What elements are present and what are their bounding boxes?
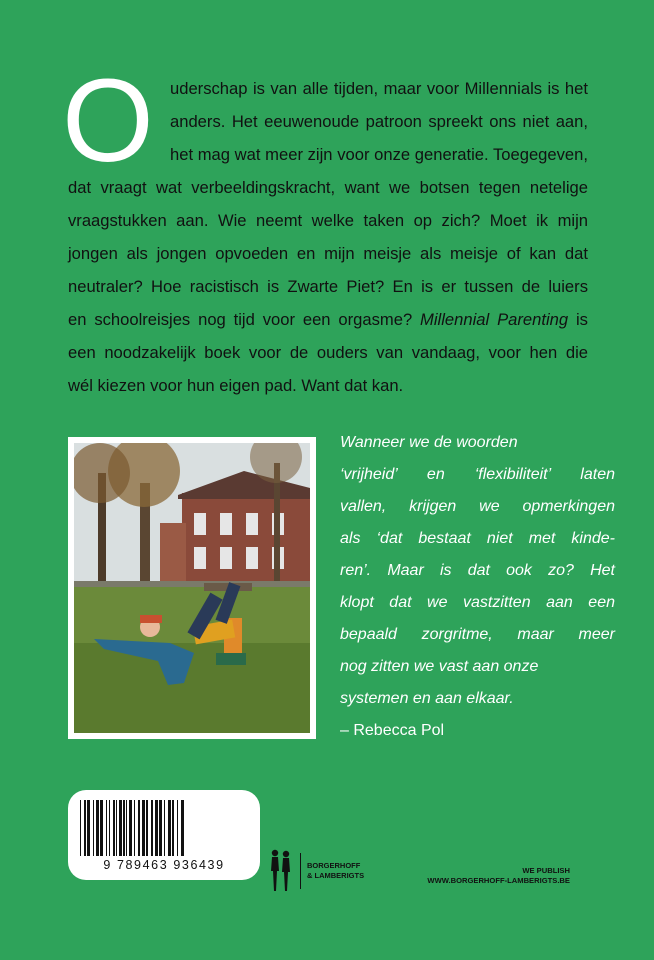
quote-line: ren’. Maar is dat ook zo? Het bbox=[340, 562, 615, 579]
publisher-website-block bbox=[427, 866, 570, 885]
publisher-website[interactable]: WWW.BORGERHOFF-LAMBERIGTS.BE bbox=[427, 875, 570, 885]
barcode-bar bbox=[93, 800, 94, 856]
barcode-bar bbox=[151, 800, 153, 856]
barcode-bar bbox=[155, 800, 158, 856]
blurb-text bbox=[68, 72, 588, 402]
blurb-line bbox=[68, 303, 588, 336]
blurb-line: dat vraagt wat verbeeldingskracht, want we botsen tegen netelige bbox=[68, 178, 588, 197]
park-photo bbox=[74, 443, 310, 733]
barcode-bar bbox=[109, 800, 110, 856]
review-quote bbox=[340, 427, 615, 747]
barcode-bar bbox=[96, 800, 99, 856]
blurb-line: wél kiezen voor hun eigen pad. Want dat kan. bbox=[68, 376, 404, 395]
quote-line: bepaald zorgritme, maar meer bbox=[340, 626, 615, 643]
blurb-line: jongen als jongen opvoeden en mijn meisje als meisje of kan dat bbox=[68, 244, 588, 263]
publisher-name bbox=[307, 861, 364, 881]
barcode-bar bbox=[177, 800, 178, 856]
barcode-bar bbox=[164, 800, 165, 856]
quote-line: nog zitten we vast aan onze bbox=[340, 658, 539, 675]
quote-author: – Rebecca Pol bbox=[340, 722, 445, 739]
barcode-bar bbox=[129, 800, 132, 856]
blurb-line: het mag wat meer zijn voor onze generatie. Toegegeven, bbox=[170, 145, 588, 164]
barcode-bar bbox=[87, 800, 90, 856]
photo-frame bbox=[68, 437, 316, 739]
barcode-bar bbox=[142, 800, 145, 856]
blurb-line: uderschap is van alle tijden, maar voor Millennials is het bbox=[170, 79, 588, 98]
two-walking-men-icon bbox=[268, 849, 294, 893]
barcode-bar bbox=[100, 800, 103, 856]
barcode-bar bbox=[119, 800, 122, 856]
barcode-bar bbox=[159, 800, 162, 856]
barcode-bar bbox=[146, 800, 148, 856]
quote-line: ‘vrijheid’ en ‘flexibiliteit’ laten bbox=[340, 466, 615, 483]
quote-line: Wanneer we de woorden bbox=[340, 434, 518, 451]
barcode-bar bbox=[84, 800, 86, 856]
quote-line: als ‘dat bestaat niet met kinde- bbox=[340, 530, 615, 547]
barcode-bar bbox=[116, 800, 117, 856]
quote-line: vallen, krijgen we opmerkingen bbox=[340, 498, 615, 515]
barcode-bar bbox=[126, 800, 127, 856]
publisher-tagline: WE PUBLISH bbox=[522, 866, 570, 875]
barcode-bar bbox=[80, 800, 81, 856]
barcode-bar bbox=[134, 800, 135, 856]
park-photo-illustration bbox=[74, 443, 310, 733]
publisher-logo bbox=[268, 848, 364, 894]
blurb-line-part: en schoolreisjes nog tijd voor een orgasme? bbox=[68, 310, 413, 329]
barcode-bar bbox=[168, 800, 171, 856]
blurb-line: neutraler? Hoe racistisch is Zwarte Piet? En is er tussen de luiers bbox=[68, 277, 588, 296]
barcode bbox=[68, 790, 260, 880]
book-title-inline: Millennial Parenting bbox=[420, 310, 569, 329]
barcode-bar bbox=[138, 800, 140, 856]
barcode-bar bbox=[123, 800, 125, 856]
barcode-bar bbox=[172, 800, 174, 856]
barcode-bar bbox=[106, 800, 107, 856]
blurb-line: vraagstukken aan. Wie neemt welke taken op zich? Moet ik mijn bbox=[68, 211, 588, 230]
quote-line: klopt dat we vastzitten aan een bbox=[340, 594, 615, 611]
barcode-bar bbox=[181, 800, 184, 856]
publisher-divider bbox=[300, 853, 301, 889]
blurb-line-part: is bbox=[575, 310, 588, 329]
blurb-line: een noodzakelijk boek voor de ouders van vandaag, voor hen die bbox=[68, 343, 588, 362]
quote-line: systemen en aan elkaar. bbox=[340, 690, 514, 707]
blurb-line: anders. Het eeuwenoude patroon spreekt ons niet aan, bbox=[170, 112, 588, 131]
isbn-digits: 9 789463 936439 bbox=[103, 858, 225, 872]
publisher-name-line2: & LAMBERIGTS bbox=[307, 871, 365, 880]
drop-cap-letter: O bbox=[62, 55, 154, 187]
publisher-name-line1: BORGERHOFF bbox=[307, 861, 361, 870]
barcode-bar bbox=[113, 800, 115, 856]
